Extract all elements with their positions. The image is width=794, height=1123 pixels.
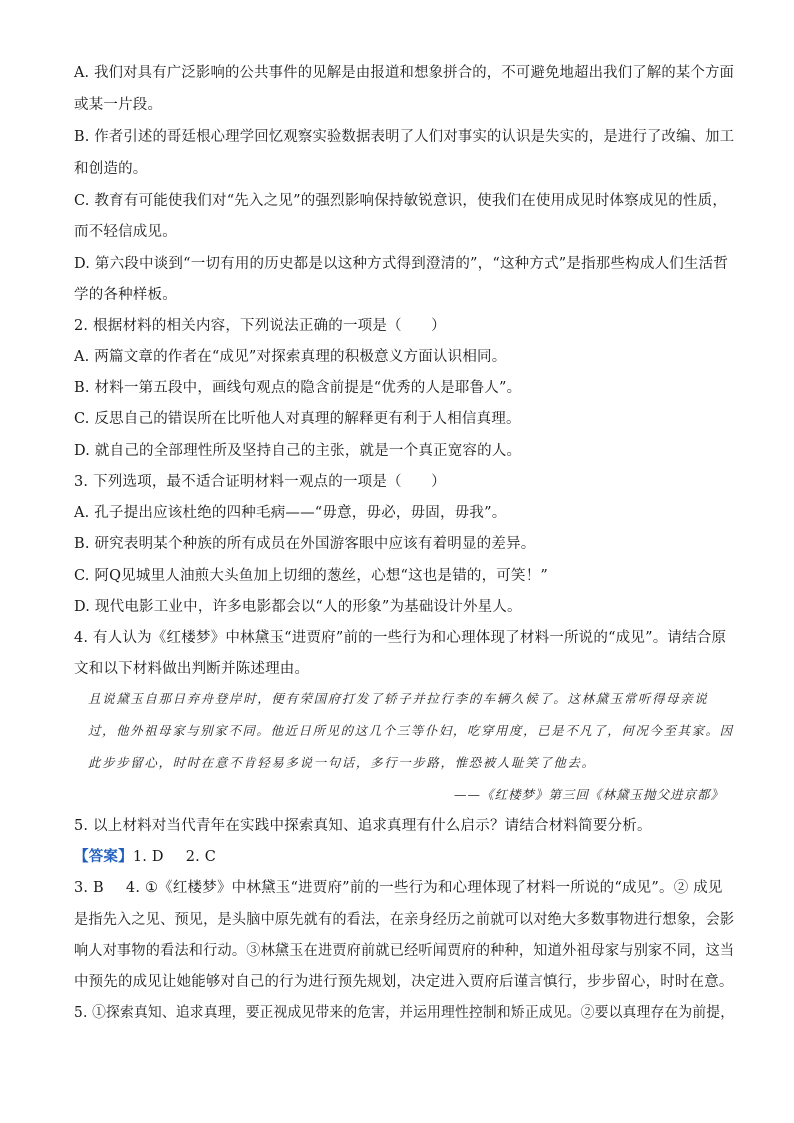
option-1d-line-1: D. 第六段中谈到“一切有用的历史都是以这种方式得到澄清的”，“这种方式”是指那些构成人们生活哲 (74, 256, 729, 272)
question-3: 3. 下列选项，最不适合证明材料一观点的一项是（ ） (74, 474, 446, 490)
option-2c: C. 反思自己的错误所在比听他人对真理的解释更有利于人相信真理。 (74, 411, 521, 427)
option-3b: B. 研究表明某个种族的所有成员在外国游客眼中应该有着明显的差异。 (74, 536, 536, 552)
answer-tag: 【答案】 (74, 848, 133, 865)
answer-2: 2. C (185, 849, 217, 865)
answer-3-4-line (74, 878, 723, 898)
question-4-line-1: 4. 有人认为《红楼梦》中林黛玉“进贾府”前的一些行为和心理体现了材料一所说的“成见”。请结合原 (74, 630, 727, 646)
option-3c: C. 阿Q见城里人油煎大头鱼加上切细的葱丝，心想“这也是错的，可笑！” (74, 568, 549, 584)
option-1b-line-1: B. 作者引述的哥廷根心理学回忆观察实验数据表明了人们对事实的认识是失实的，是进行了改编、加工 (74, 129, 735, 145)
answer-4-line-4: 中预先的成见让她能够对自己的行为进行预先规划，决定进入贾府后谨言慎行，步步留心，时时在意。 (74, 974, 734, 990)
excerpt-line-2: 过，他外祖母家与别家不同。他近日所见的这几个三等仆妇，吃穿用度，已是不凡了，何况今至其家。因 (88, 723, 734, 738)
question-5: 5. 以上材料对当代青年在实践中探索真知、追求真理有什么启示？请结合材料简要分析。 (74, 818, 652, 834)
option-2b: B. 材料一第五段中，画线句观点的隐含前提是“优秀的人是耶鲁人”。 (74, 380, 522, 396)
answer-5-line-1: 5. ①探索真知、追求真理，要正视成见带来的危害，并运用理性控制和矫正成见。②要以真理存在为前提， (74, 1005, 735, 1021)
option-2d: D. 就自己的全部理性所及坚持自己的主张，就是一个真正宽容的人。 (74, 443, 522, 459)
question-4-line-2: 文和以下材料做出判断并陈述理由。 (74, 661, 310, 677)
option-1c-line-1: C. 教育有可能使我们对“先入之见”的强烈影响保持敏锐意识，使我们在使用成见时体察成见的性质， (74, 193, 728, 209)
answer-4-line-2: 是指先入之见、预见，是头脑中原先就有的看法，在亲身经历之前就可以对绝大多数事物进行想象，会影 (74, 912, 735, 928)
option-2a: A. 两篇文章的作者在“成见”对探索真理的积极意义方面认识相同。 (74, 349, 507, 365)
option-1b-line-2: 和创造的。 (74, 161, 148, 177)
answer-4-line-1: 4. ①《红楼梦》中林黛玉“进贾府”前的一些行为和心理体现了材料一所说的“成见”。② 成见 (125, 880, 723, 896)
answer-4-line-3: 响人对事物的看法和行动。③林黛玉在进贾府前就已经听闻贾府的种种，知道外祖母家与别家不同，这当 (74, 943, 735, 959)
option-1a-line-2: 或某一片段。 (74, 97, 163, 113)
option-1a-line-1: A. 我们对具有广泛影响的公共事件的见解是由报道和想象拼合的，不可避免地超出我们了解的某个方面 (74, 65, 735, 81)
option-3d: D. 现代电影工业中，许多电影都会以“人的形象”为基础设计外星人。 (74, 599, 522, 615)
answer-3: 3. B (74, 880, 104, 896)
question-2: 2. 根据材料的相关内容，下列说法正确的一项是（ ） (74, 318, 446, 334)
option-3a: A. 孔子提出应该杜绝的四种毛病——“毋意，毋必，毋固，毋我”。 (74, 505, 507, 521)
excerpt-line-3: 此步步留心，时时在意不肯轻易多说一句话，多行一步路，惟恐被人耻笑了他去。 (88, 755, 596, 770)
excerpt-source: ——《红楼梦》第三回《林黛玉抛父进京都》 (453, 787, 724, 802)
answer-header-line (74, 847, 216, 867)
answer-1: 1. D (132, 849, 164, 865)
excerpt-line-1: 且说黛玉自那日弃舟登岸时，便有荣国府打发了轿子并拉行李的车辆久候了。这林黛玉常听得母亲说 (88, 691, 709, 706)
option-1d-line-2: 学的各种样板。 (74, 287, 177, 303)
option-1c-line-2: 而不轻信成见。 (74, 224, 177, 240)
